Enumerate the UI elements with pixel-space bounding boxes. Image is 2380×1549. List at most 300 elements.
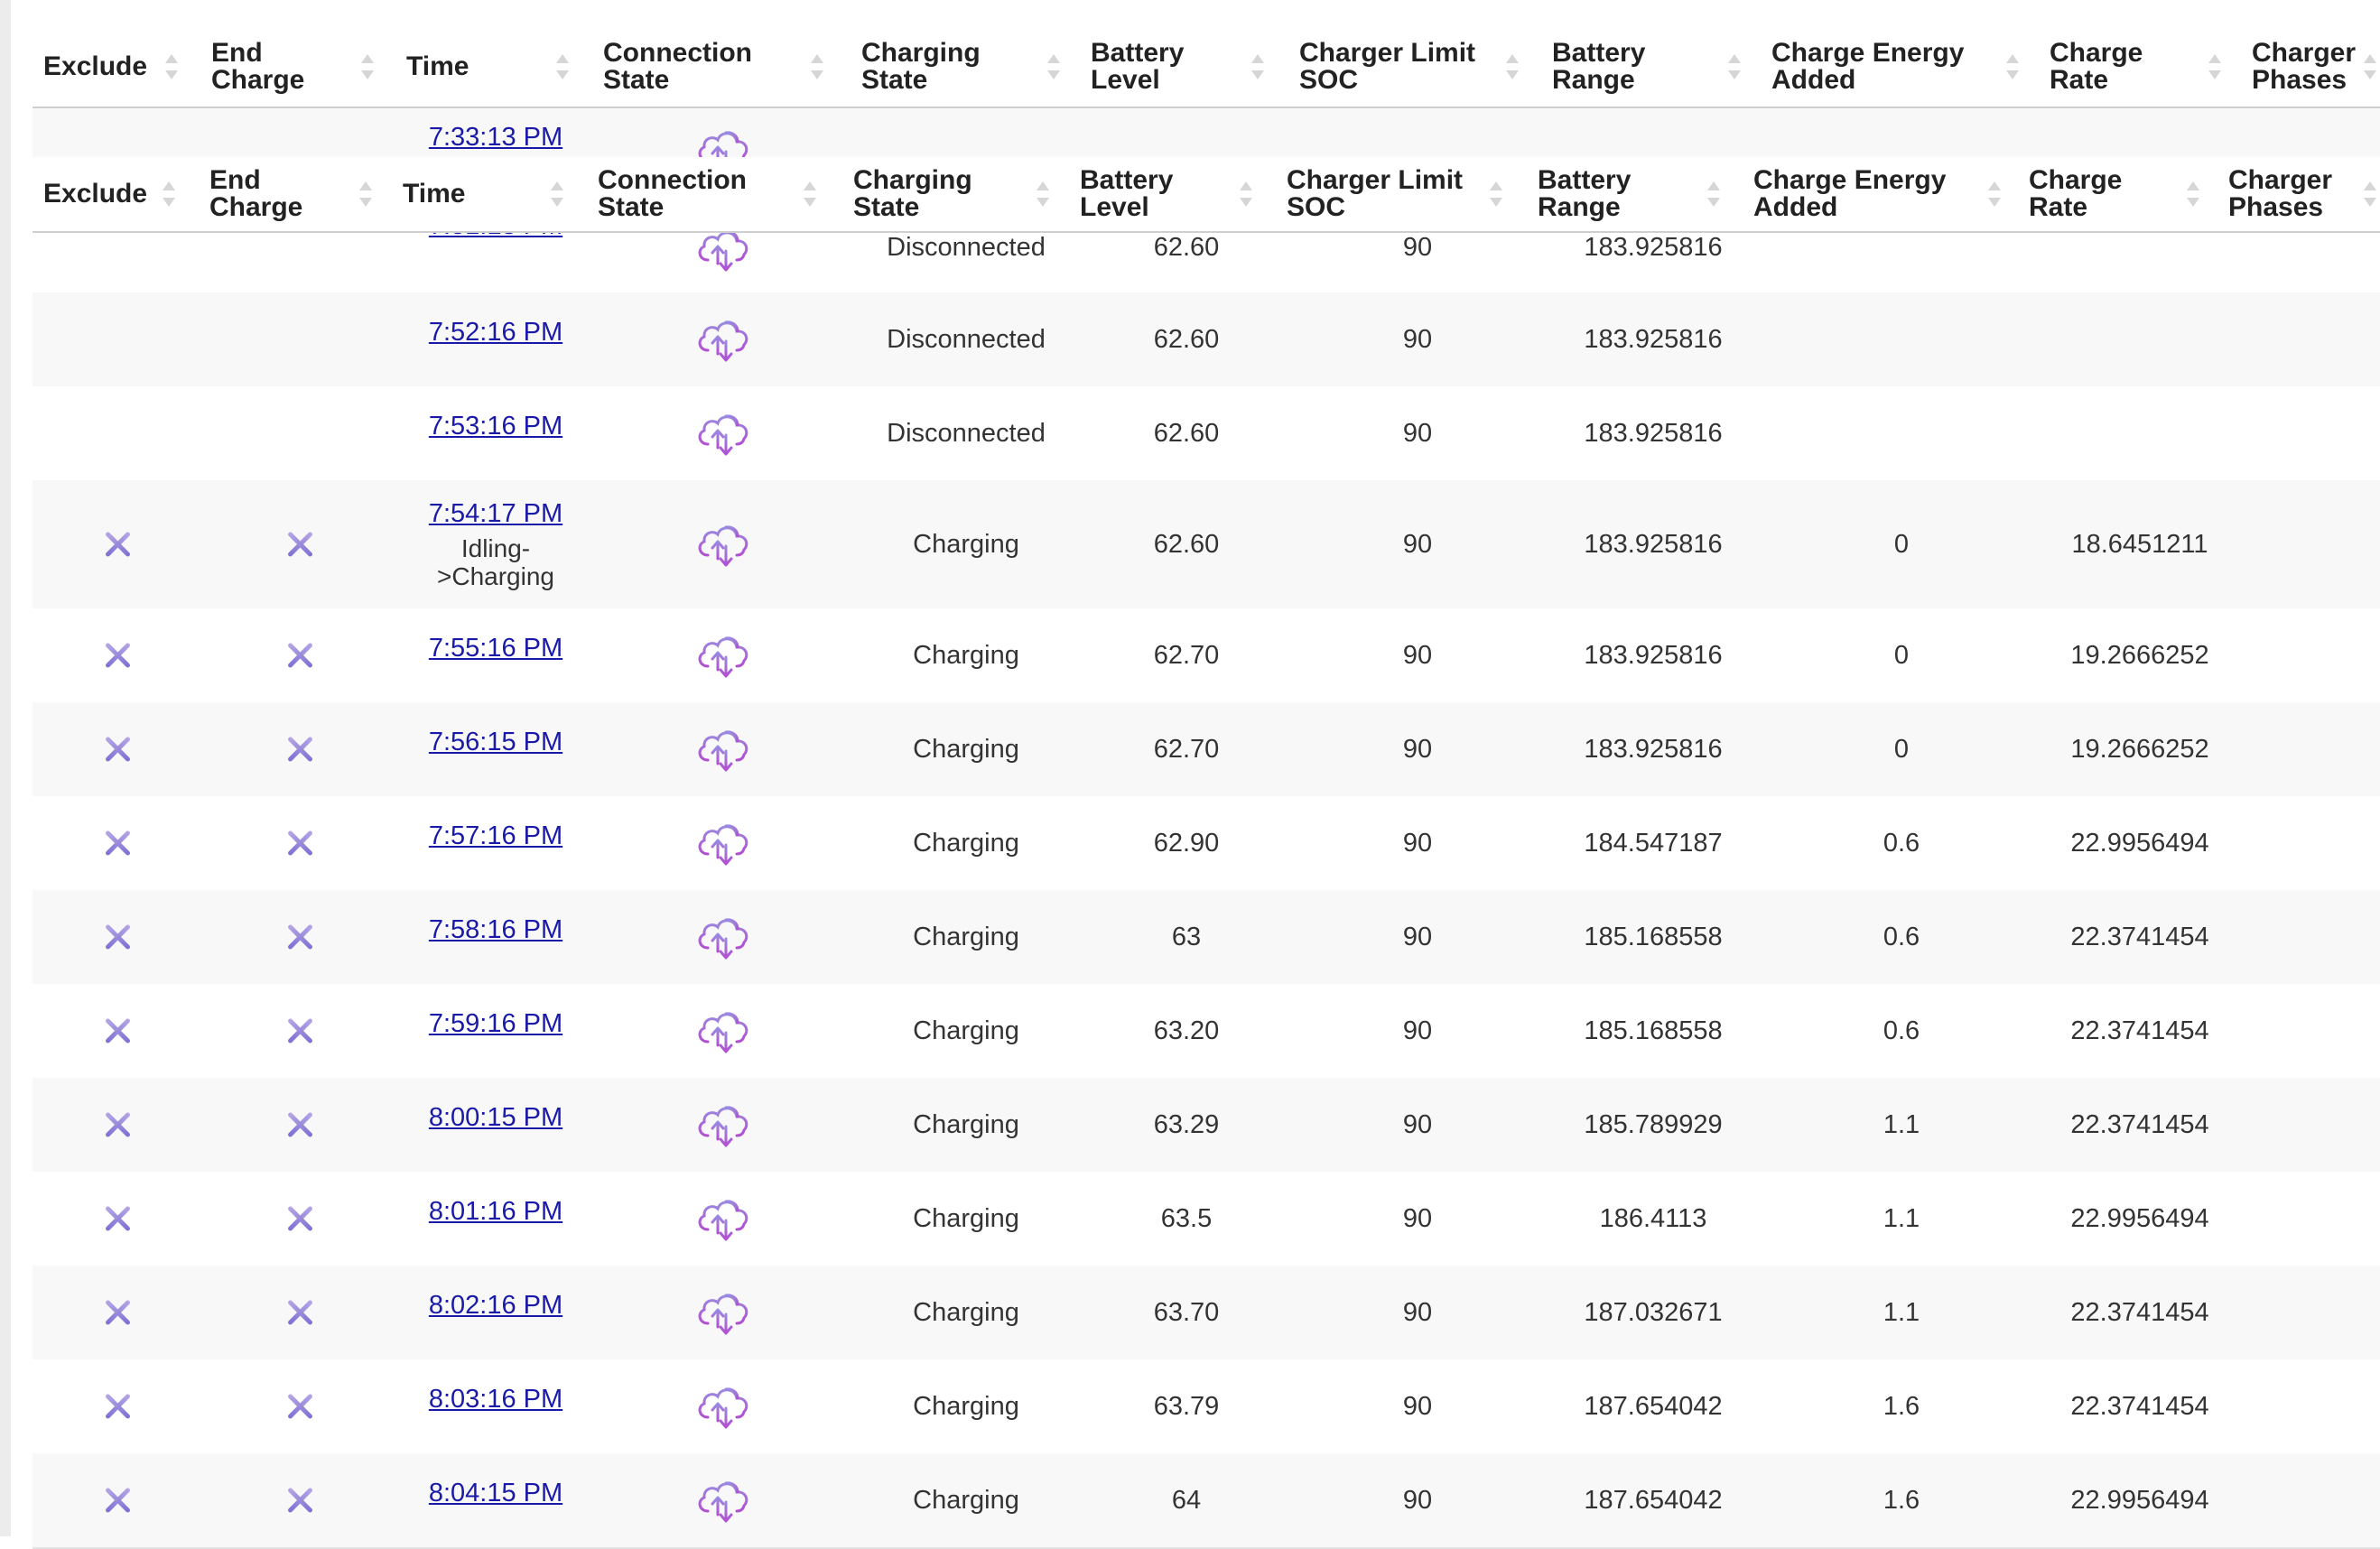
connection-state-cell [678, 1359, 768, 1453]
battery-level-cell [1096, 480, 1277, 608]
sort-arrows-icon[interactable] [1238, 176, 1252, 212]
cloud-sync-icon [693, 519, 753, 570]
charge-energy-added-cell [1811, 1078, 1992, 1172]
table-row[interactable] [33, 796, 2380, 892]
table-row-peek [33, 108, 2380, 157]
column-header-label: Battery Level [1091, 38, 1185, 95]
battery-range-cell [1536, 890, 1771, 984]
battery-level-cell-value: 62.90 [1153, 828, 1220, 858]
sort-arrows-icon[interactable] [1706, 176, 1720, 212]
charge-energy-added-cell-value: 1.1 [1883, 1203, 1920, 1233]
charging-state-cell [849, 1266, 1083, 1359]
table-row[interactable] [33, 292, 2380, 388]
cloud-sync-icon [693, 630, 753, 681]
battery-level-cell [1096, 1172, 1277, 1266]
connection-state-cell [678, 1172, 768, 1266]
x-icon[interactable] [285, 923, 314, 951]
charger-limit-soc-cell-value: 90 [1402, 1485, 1433, 1515]
time-link[interactable]: 7:54:17 PM [428, 498, 563, 528]
charge-energy-added-cell [1811, 1453, 1992, 1547]
table-row[interactable] [33, 1453, 2380, 1549]
sort-arrows-icon[interactable] [2362, 49, 2376, 85]
table-row[interactable] [33, 386, 2380, 482]
battery-range-cell-value: 183.925816 [1584, 734, 1723, 764]
charger-limit-soc-cell [1327, 702, 1508, 796]
connection-state-cell [678, 480, 768, 608]
column-header-label: Time [406, 51, 469, 81]
time-cell[interactable] [378, 1078, 613, 1172]
end-charge-button[interactable] [264, 1078, 336, 1172]
battery-range-cell [1536, 1453, 1771, 1547]
column-header-charge-energy-added[interactable] [1753, 157, 1946, 231]
exclude-button[interactable] [81, 984, 153, 1078]
column-header-battery-level[interactable] [1080, 157, 1173, 231]
cloud-sync-icon [693, 818, 753, 868]
page-left-border [0, 0, 11, 1536]
charge-rate-cell-value: 22.9956494 [2070, 1203, 2209, 1233]
x-icon[interactable] [103, 1392, 132, 1421]
battery-level-cell [1096, 608, 1277, 702]
column-header-label: End Charge [211, 38, 305, 95]
end-charge-button[interactable] [264, 1266, 336, 1359]
connection-state-cell [678, 796, 768, 890]
column-header-label: End Charge [209, 165, 303, 222]
time-link[interactable]: 7:59:16 PM [428, 1009, 563, 1038]
charger-limit-soc-cell [1327, 386, 1508, 480]
charging-state-cell [849, 1359, 1083, 1453]
x-icon[interactable] [103, 641, 132, 670]
connection-state-cell [678, 386, 768, 480]
column-header-label: Battery Range [1538, 165, 1632, 222]
x-icon[interactable] [103, 735, 132, 764]
column-header-charge-rate[interactable] [2029, 157, 2122, 231]
battery-range-cell-value: 187.654042 [1584, 1485, 1723, 1515]
time-link[interactable]: 7:58:16 PM [428, 915, 563, 944]
sort-arrows-icon[interactable] [358, 176, 372, 212]
table-row[interactable] [33, 984, 2380, 1080]
charge-rate-cell-value: 19.2666252 [2070, 734, 2209, 764]
time-link[interactable]: 8:02:16 PM [428, 1291, 563, 1320]
column-header-exclude[interactable] [43, 27, 147, 107]
table-row[interactable] [33, 702, 2380, 798]
charge-energy-added-cell-value: 0 [1893, 529, 1910, 559]
column-header-battery-level[interactable] [1091, 27, 1184, 107]
charging-state-cell-value: Charging [913, 922, 1019, 951]
battery-level-cell-value: 63.79 [1153, 1391, 1220, 1421]
connection-state-cell [678, 1453, 768, 1547]
battery-range-cell [1536, 386, 1771, 480]
battery-range-cell-value: 183.925816 [1584, 418, 1723, 448]
sort-arrows-icon[interactable] [2362, 176, 2376, 212]
battery-level-cell-value: 62.70 [1153, 640, 1220, 670]
charger-limit-soc-cell-value: 90 [1402, 640, 1433, 670]
battery-range-cell-value: 183.925816 [1584, 232, 1723, 262]
charging-state-cell [849, 292, 1083, 386]
charge-rate-cell [2022, 796, 2257, 890]
battery-level-cell [1096, 292, 1277, 386]
charger-limit-soc-cell [1327, 796, 1508, 890]
column-header-label: Exclude [43, 51, 148, 81]
connection-state-cell [678, 702, 768, 796]
column-header-time[interactable] [403, 157, 465, 231]
sort-arrows-icon[interactable] [802, 176, 816, 212]
x-icon[interactable] [285, 641, 314, 670]
time-link[interactable]: 8:00:15 PM [428, 1103, 563, 1132]
charger-limit-soc-cell-value: 90 [1402, 1391, 1433, 1421]
charger-limit-soc-cell [1327, 984, 1508, 1078]
battery-level-cell-value: 63 [1171, 922, 1202, 951]
charging-state-cell-value: Charging [913, 734, 1019, 764]
charge-rate-cell [2022, 890, 2257, 984]
sort-arrows-icon[interactable] [809, 49, 823, 85]
charge-energy-added-cell-value: 0.6 [1883, 922, 1920, 951]
battery-level-cell [1096, 1359, 1277, 1453]
charging-state-cell-value: Charging [913, 1391, 1019, 1421]
battery-range-cell [1536, 984, 1771, 1078]
battery-range-cell [1536, 608, 1771, 702]
charge-rate-cell [2022, 1078, 2257, 1172]
battery-range-cell-value: 185.168558 [1584, 922, 1723, 951]
charger-limit-soc-cell [1327, 1078, 1508, 1172]
column-header-charger-phases[interactable] [2252, 27, 2356, 107]
time-cell[interactable] [378, 608, 613, 702]
charger-limit-soc-cell-value: 90 [1402, 324, 1433, 354]
exclude-button[interactable] [81, 480, 153, 608]
sort-arrows-icon[interactable] [163, 49, 178, 85]
battery-level-cell [1096, 890, 1277, 984]
time-link[interactable]: 7:52:16 PM [428, 318, 563, 347]
charging-state-cell [849, 702, 1083, 796]
charge-energy-added-cell [1811, 1266, 1992, 1359]
battery-range-cell [1536, 1078, 1771, 1172]
table-row [33, 231, 2380, 294]
column-header-charge-rate[interactable] [2050, 27, 2143, 107]
charge-rate-cell-value: 22.3741454 [2070, 1297, 2209, 1327]
end-charge-button[interactable] [264, 1453, 336, 1547]
time-cell[interactable] [378, 480, 613, 608]
x-icon[interactable] [103, 530, 132, 559]
charging-state-cell [849, 984, 1083, 1078]
time-cell[interactable] [378, 890, 613, 984]
column-header-label: Charging State [861, 38, 981, 95]
table-row[interactable] [33, 608, 2380, 704]
cloud-sync-icon [693, 314, 753, 365]
x-icon[interactable] [103, 829, 132, 858]
charging-state-cell-value: Charging [913, 1485, 1019, 1515]
charge-rate-cell [2022, 702, 2257, 796]
battery-level-cell [1096, 1266, 1277, 1359]
x-icon[interactable] [103, 1204, 132, 1233]
table-row[interactable] [33, 480, 2380, 610]
column-header-connection-state[interactable] [603, 27, 752, 107]
connection-state-cell [678, 608, 768, 702]
charge-rate-cell-value: 22.9956494 [2070, 828, 2209, 858]
charge-energy-added-cell [1811, 984, 1992, 1078]
table-row[interactable] [33, 1266, 2380, 1361]
battery-level-cell [1096, 702, 1277, 796]
cloud-sync-icon [693, 1099, 753, 1150]
state-transition-label: Idling- >Charging [437, 533, 554, 590]
time-cell[interactable] [378, 796, 613, 890]
time-link[interactable]: 8:04:15 PM [428, 1479, 563, 1507]
battery-range-cell [1536, 796, 1771, 890]
end-charge-button[interactable] [264, 796, 336, 890]
exclude-button[interactable] [81, 608, 153, 702]
x-icon[interactable] [285, 735, 314, 764]
x-icon[interactable] [285, 1016, 314, 1045]
table-row[interactable] [33, 1078, 2380, 1173]
time-cell[interactable] [378, 123, 613, 153]
charging-state-cell [849, 796, 1083, 890]
battery-range-cell-value: 183.925816 [1584, 640, 1723, 670]
charger-limit-soc-cell-value: 90 [1402, 734, 1433, 764]
column-header-label: Charge Rate [2029, 165, 2123, 222]
time-cell[interactable] [378, 702, 613, 796]
charger-limit-soc-cell-value: 90 [1402, 828, 1433, 858]
battery-range-cell-value: 187.654042 [1584, 1391, 1723, 1421]
table-row[interactable] [33, 890, 2380, 986]
charge-rate-cell-value: 18.6451211 [2071, 529, 2208, 559]
exclude-button[interactable] [81, 890, 153, 984]
time-link[interactable]: 7:55:16 PM [428, 634, 563, 663]
time-link[interactable]: 7:56:15 PM [428, 728, 563, 756]
column-header-label: Connection State [598, 165, 747, 222]
charger-limit-soc-cell [1327, 1266, 1508, 1359]
column-header-end-charge[interactable] [209, 157, 302, 231]
exclude-button[interactable] [81, 1359, 153, 1453]
charge-rate-cell-value: 22.3741454 [2070, 922, 2209, 951]
column-header-label: Connection State [603, 38, 752, 95]
charge-rate-cell [2022, 1359, 2257, 1453]
column-header-charger-limit-soc[interactable] [1287, 157, 1463, 231]
end-charge-button[interactable] [264, 480, 336, 608]
charging-state-cell-value: Charging [913, 640, 1019, 670]
charge-rate-cell [2022, 608, 2257, 702]
time-cell[interactable] [378, 386, 613, 480]
column-header-label: Battery Range [1552, 38, 1646, 95]
sort-arrows-icon[interactable] [161, 176, 175, 212]
column-header-label: Battery Level [1080, 165, 1174, 222]
column-header-charger-phases[interactable] [2228, 157, 2332, 231]
battery-level-cell-value: 62.60 [1153, 324, 1220, 354]
charge-energy-added-cell [1811, 702, 1992, 796]
battery-level-cell-value: 63.29 [1153, 1109, 1220, 1139]
cloud-sync-icon [693, 1193, 753, 1244]
charging-state-cell-value: Charging [913, 1109, 1019, 1139]
column-header-charging-state[interactable] [861, 27, 981, 107]
charger-limit-soc-cell-value: 90 [1402, 1203, 1433, 1233]
battery-level-cell-value: 63.70 [1153, 1297, 1220, 1327]
x-icon[interactable] [285, 1204, 314, 1233]
connection-state-cell [678, 292, 768, 386]
charge-rate-cell-value: 22.9956494 [2070, 1485, 2209, 1515]
time-link[interactable]: 7:57:16 PM [428, 821, 563, 850]
sort-arrows-icon[interactable] [554, 49, 569, 85]
exclude-button[interactable] [81, 796, 153, 890]
charging-state-cell-value: Disconnected [887, 232, 1046, 262]
battery-level-cell-value: 62.60 [1153, 529, 1220, 559]
exclude-button[interactable] [81, 1078, 153, 1172]
x-icon[interactable] [103, 1298, 132, 1327]
time-link[interactable]: 7:53:16 PM [428, 412, 563, 441]
time-link[interactable]: 8:01:16 PM [428, 1197, 563, 1226]
charge-rate-cell-value: 22.3741454 [2070, 1016, 2209, 1045]
battery-level-cell [1096, 1078, 1277, 1172]
x-icon[interactable] [103, 1486, 132, 1515]
charging-state-cell [849, 480, 1083, 608]
column-header-charging-state[interactable] [853, 157, 972, 231]
battery-range-cell-value: 185.168558 [1584, 1016, 1723, 1045]
x-icon[interactable] [103, 923, 132, 951]
x-icon[interactable] [285, 829, 314, 858]
x-icon[interactable] [285, 1486, 314, 1515]
charge-rate-cell [2022, 480, 2257, 608]
charger-limit-soc-cell [1327, 1172, 1508, 1266]
charge-energy-added-cell-value: 0 [1893, 734, 1910, 764]
column-header-label: Charger Phases [2252, 38, 2357, 95]
end-charge-button[interactable] [264, 1359, 336, 1453]
column-header-charger-limit-soc[interactable] [1299, 27, 1475, 107]
battery-range-cell-value: 183.925816 [1584, 324, 1723, 354]
cloud-sync-icon [693, 408, 753, 459]
x-icon[interactable] [285, 1392, 314, 1421]
charge-rate-cell [2022, 1266, 2257, 1359]
time-cell[interactable] [378, 984, 613, 1078]
cloud-sync-icon [693, 1287, 753, 1338]
charger-limit-soc-cell [1327, 1453, 1508, 1547]
battery-level-cell-value: 63.20 [1153, 1016, 1220, 1045]
column-header-label: Time [403, 179, 466, 209]
battery-range-cell-value: 184.547187 [1584, 828, 1723, 858]
sort-arrows-icon[interactable] [1986, 176, 2001, 212]
end-charge-button[interactable] [264, 608, 336, 702]
column-header-label: Charge Energy Added [1753, 165, 1947, 222]
table-header-sticky [33, 157, 2380, 233]
battery-range-cell-value: 186.4113 [1599, 1203, 1707, 1233]
connection-state-cell [678, 984, 768, 1078]
charge-rate-cell [2022, 984, 2257, 1078]
charge-rate-cell-value: 22.3741454 [2070, 1391, 2209, 1421]
column-header-connection-state[interactable] [598, 157, 747, 231]
sort-arrows-icon[interactable] [2185, 176, 2199, 212]
column-header-label: Charger Limit SOC [1299, 38, 1476, 95]
sort-arrows-icon[interactable] [1250, 49, 1264, 85]
sort-arrows-icon[interactable] [359, 49, 374, 85]
charging-state-cell-value: Disconnected [887, 324, 1046, 354]
exclude-button[interactable] [81, 1453, 153, 1547]
battery-range-cell [1536, 480, 1771, 608]
battery-level-cell [1096, 796, 1277, 890]
sort-arrows-icon[interactable] [2004, 49, 2019, 85]
sort-arrows-icon[interactable] [1726, 49, 1741, 85]
charge-energy-added-cell [1811, 608, 1992, 702]
column-header-exclude[interactable] [43, 157, 147, 231]
charge-energy-added-cell-value: 0 [1893, 640, 1910, 670]
charger-limit-soc-cell-value: 90 [1402, 529, 1433, 559]
battery-range-cell [1536, 1266, 1771, 1359]
charger-limit-soc-cell [1327, 890, 1508, 984]
battery-level-cell [1096, 1453, 1277, 1547]
charging-state-cell [849, 890, 1083, 984]
sort-arrows-icon[interactable] [549, 176, 563, 212]
charging-state-cell-value: Charging [913, 1016, 1019, 1045]
battery-level-cell-value: 63.5 [1160, 1203, 1213, 1233]
column-header-label: Charging State [853, 165, 972, 222]
charging-state-cell [849, 1078, 1083, 1172]
sort-arrows-icon[interactable] [2207, 49, 2221, 85]
charge-energy-added-cell [1811, 1359, 1992, 1453]
time-cell[interactable] [378, 292, 613, 386]
exclude-button[interactable] [81, 1172, 153, 1266]
time-cell[interactable] [378, 1359, 613, 1453]
sort-arrows-icon[interactable] [1035, 176, 1049, 212]
column-header-charge-energy-added[interactable] [1771, 27, 1964, 107]
exclude-button[interactable] [81, 702, 153, 796]
charge-energy-added-cell-value: 1.6 [1883, 1485, 1920, 1515]
x-icon[interactable] [285, 1298, 314, 1327]
end-charge-button[interactable] [264, 1172, 336, 1266]
column-header-end-charge[interactable] [211, 27, 304, 107]
x-icon[interactable] [103, 1110, 132, 1139]
time-cell[interactable] [378, 1172, 613, 1266]
x-icon[interactable] [285, 530, 314, 559]
x-icon[interactable] [103, 1016, 132, 1045]
time-cell[interactable] [378, 1266, 613, 1359]
charger-limit-soc-cell [1327, 292, 1508, 386]
time-link[interactable]: 8:03:16 PM [428, 1385, 563, 1414]
column-header-label: Charger Limit SOC [1287, 165, 1464, 222]
sort-arrows-icon[interactable] [1488, 176, 1502, 212]
end-charge-button[interactable] [264, 890, 336, 984]
cloud-sync-icon [693, 724, 753, 774]
charge-rate-cell-value: 22.3741454 [2070, 1109, 2209, 1139]
battery-range-cell-value: 187.032671 [1584, 1297, 1723, 1327]
connection-state-cell [678, 1266, 768, 1359]
battery-range-cell-value: 185.789929 [1584, 1109, 1723, 1139]
battery-range-cell [1536, 702, 1771, 796]
charger-limit-soc-cell-value: 90 [1402, 232, 1433, 262]
charger-limit-soc-cell-value: 90 [1402, 1016, 1433, 1045]
battery-level-cell-value: 64 [1171, 1485, 1202, 1515]
charge-energy-added-cell-value: 0.6 [1883, 828, 1920, 858]
cloud-sync-icon [693, 1006, 753, 1056]
time-cell[interactable] [378, 1453, 613, 1547]
charge-energy-added-cell-value: 1.6 [1883, 1391, 1920, 1421]
charger-limit-soc-cell-value: 90 [1402, 922, 1433, 951]
end-charge-button[interactable] [264, 702, 336, 796]
battery-range-cell [1536, 292, 1771, 386]
cloud-sync-icon [693, 1381, 753, 1432]
sort-arrows-icon[interactable] [1046, 49, 1060, 85]
charger-limit-soc-cell-value: 90 [1402, 1109, 1433, 1139]
x-icon[interactable] [285, 1110, 314, 1139]
exclude-button[interactable] [81, 1266, 153, 1359]
column-header-label: Charge Rate [2050, 38, 2143, 95]
column-header-time[interactable] [406, 27, 469, 107]
charging-state-cell-value: Charging [913, 1297, 1019, 1327]
table-row[interactable] [33, 1172, 2380, 1267]
column-header-battery-range[interactable] [1538, 157, 1631, 231]
end-charge-button[interactable] [264, 984, 336, 1078]
charge-energy-added-cell [1811, 796, 1992, 890]
sort-arrows-icon[interactable] [1504, 49, 1519, 85]
charger-limit-soc-cell [1327, 1359, 1508, 1453]
table-row[interactable] [33, 1359, 2380, 1455]
time-link[interactable]: 7:33:13 PM [428, 123, 563, 152]
column-header-battery-range[interactable] [1552, 27, 1645, 107]
charge-rate-cell [2022, 1172, 2257, 1266]
battery-level-cell-value: 62.60 [1153, 418, 1220, 448]
